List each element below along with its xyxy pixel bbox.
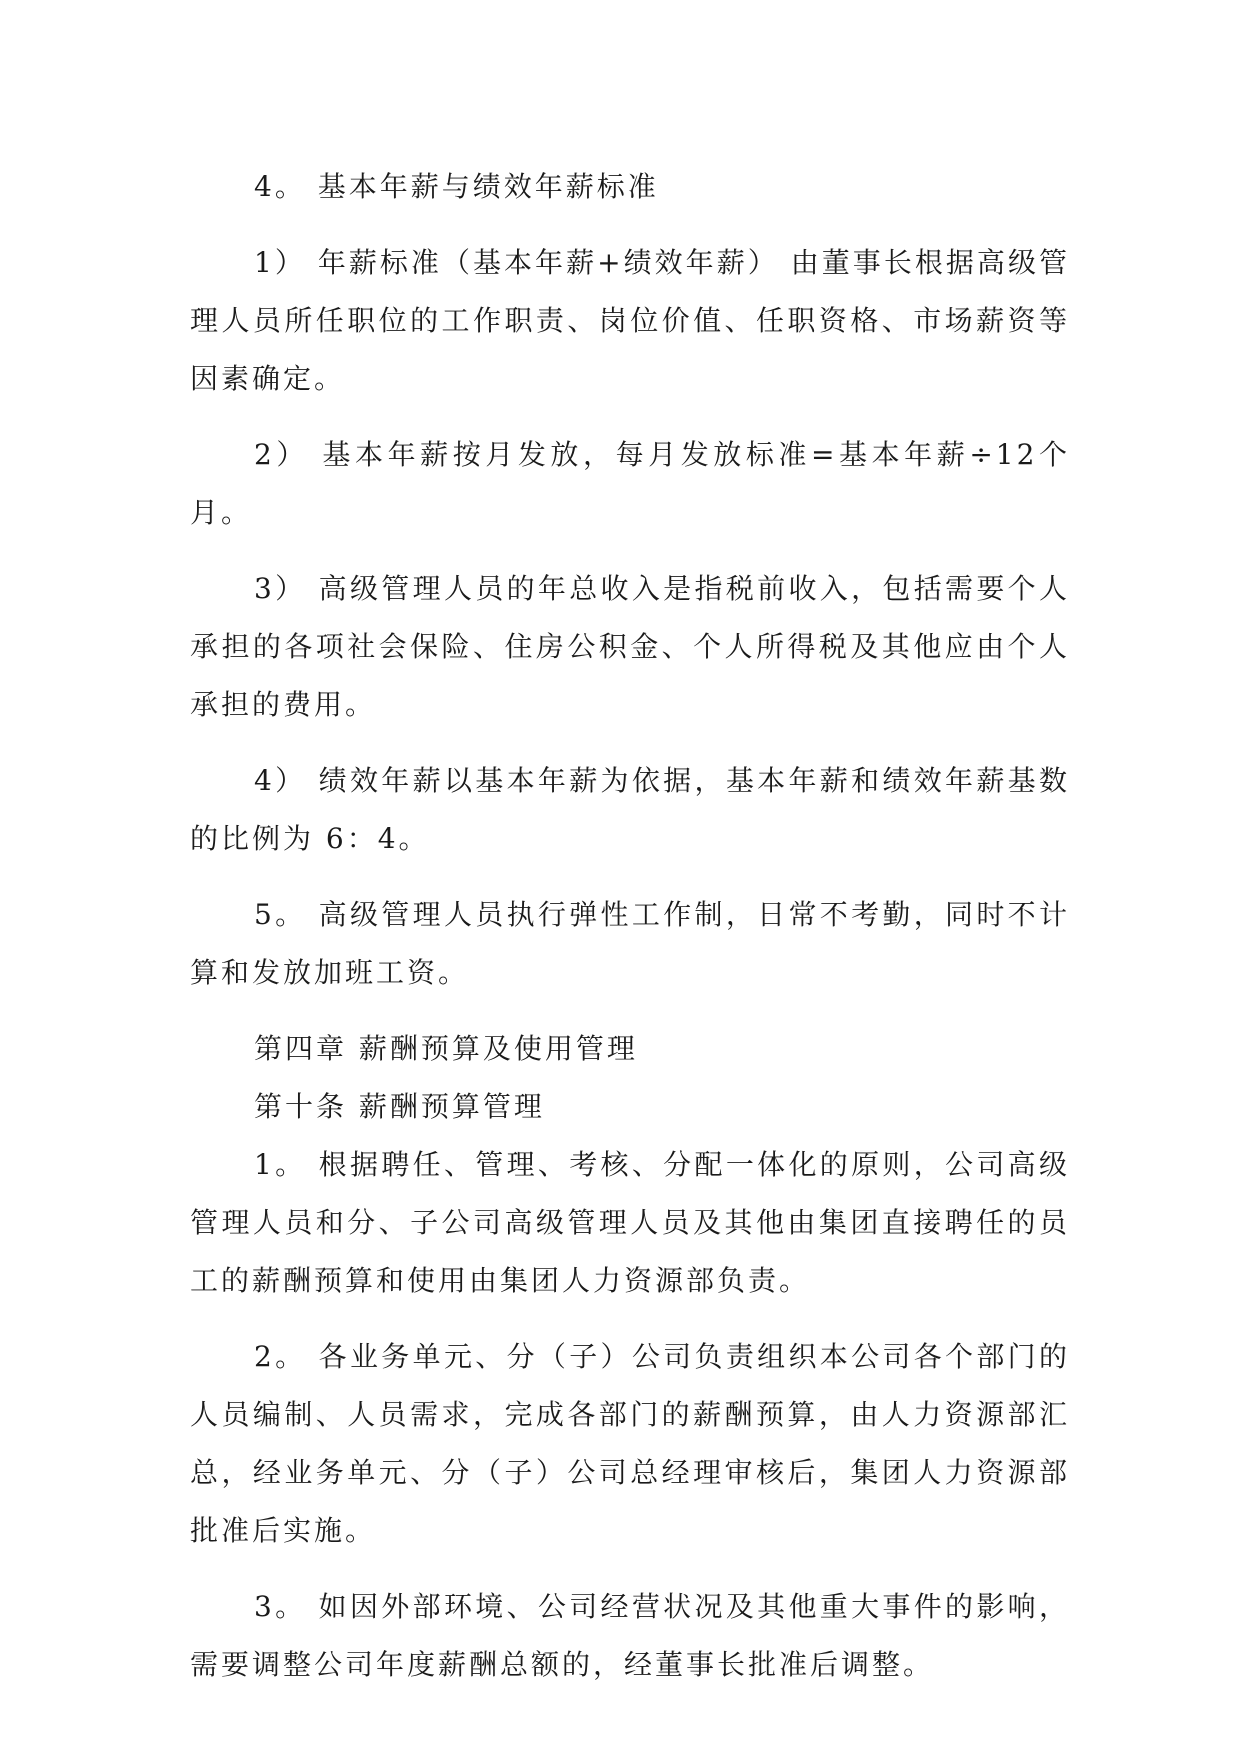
chapter-title: 第四章 薪酬预算及使用管理 (254, 1032, 638, 1065)
paragraph-total-income: 3） 高级管理人员的年总收入是指税前收入，包括需要个人承担的各项社会保险、住房公积金、个人所得税及其他应由个人承担的费用。 (190, 572, 1070, 721)
paragraph-flexible-work: 5。 高级管理人员执行弹性工作制，日常不考勤，同时不计算和发放加班工资。 (190, 898, 1070, 989)
paragraph-monthly-payment: 2） 基本年薪按月发放，每月发放标准=基本年薪÷12个月。 (190, 438, 1070, 529)
document-body (190, 158, 1070, 1712)
article-title: 第十条 薪酬预算管理 (254, 1090, 545, 1123)
paragraph-annual-salary-standard: 1） 年薪标准（基本年薪+绩效年薪） 由董事长根据高级管理人员所任职位的工作职责、岗位价值、任职资格、市场薪资等因素确定。 (190, 246, 1070, 395)
paragraph-performance-ratio: 4） 绩效年薪以基本年薪为依据，基本年薪和绩效年薪基数的比例为 6：4。 (190, 764, 1070, 855)
paragraph-budget-adjustment: 3。 如因外部环境、公司经营状况及其他重大事件的影响，需要调整公司年度薪酬总额的，经董事长批准后调整。 (190, 1590, 1070, 1681)
section-heading-salary-standard: 4。 基本年薪与绩效年薪标准 (254, 170, 659, 203)
paragraph-budget-process: 2。 各业务单元、分（子）公司负责组织本公司各个部门的人员编制、人员需求，完成各部门的薪酬预算，由人力资源部汇总，经业务单元、分（子）公司总经理审核后，集团人力资源部批准后实施。 (190, 1340, 1070, 1547)
paragraph-budget-responsibility: 1。 根据聘任、管理、考核、分配一体化的原则，公司高级管理人员和分、子公司高级管理人员及其他由集团直接聘任的员工的薪酬预算和使用由集团人力资源部负责。 (190, 1148, 1070, 1297)
